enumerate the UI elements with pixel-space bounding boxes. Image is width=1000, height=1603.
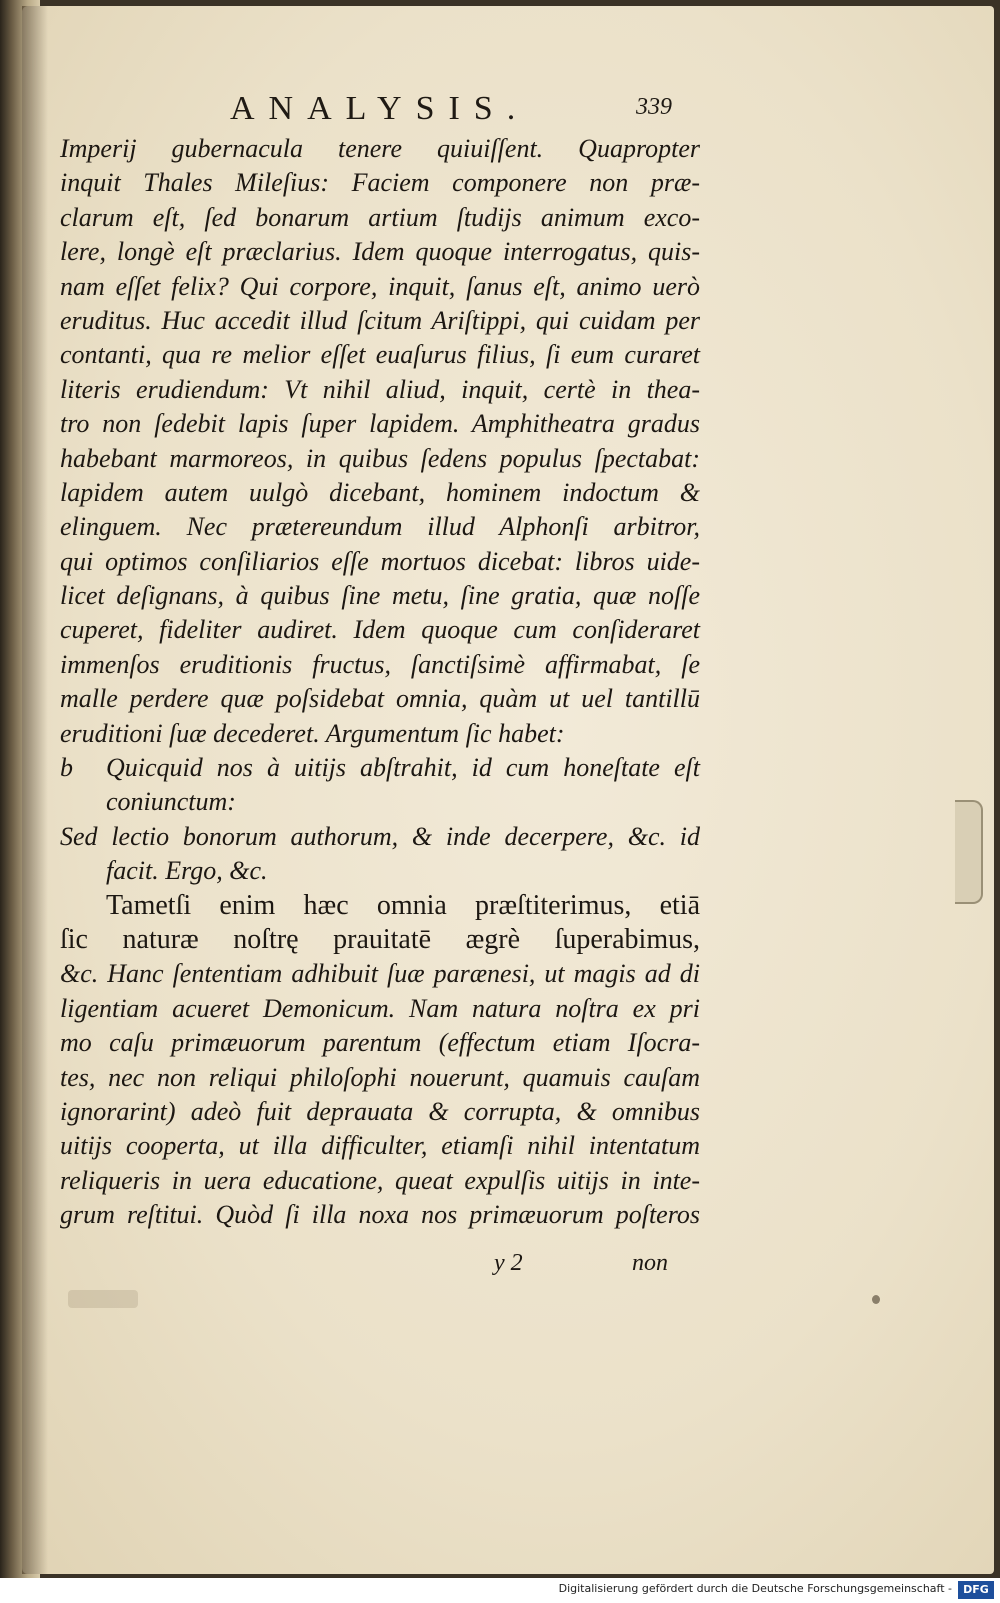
text-line-content: licet deſignans, à quibus ſine metu, ſine gratia, quæ noſſe [60,581,700,611]
page-number: 339 [636,94,672,120]
catchword: non [632,1250,668,1276]
dfg-logo: DFG [958,1581,994,1599]
text-line [60,132,700,166]
text-line-content: elinguem. Nec prætereundum illud Alphonſi arbitror, [60,512,700,542]
text-line [60,510,700,544]
text-line-content: Imperij gubernacula tenere quiuiſſent. Quapropter [60,134,700,163]
text-line-content: contanti, qua re melior eſſet euaſurus filius, ſi eum curaret [60,340,700,370]
text-line-content: coniunctum: [106,787,236,817]
text-line [60,923,700,957]
page-clip-mark [955,800,983,904]
text-line [60,166,700,200]
running-head-title: ANALYSIS. [230,90,530,127]
text-line-content: grum reſtitui. Quòd ſi illa noxa nos primæuorum poſteros [60,1200,700,1230]
text-line [60,304,700,338]
text-line [60,785,700,819]
text-line-content: tro non ſedebit lapis ſuper lapidem. Amphitheatra gradus [60,409,700,439]
text-line-content: habebant marmoreos, in quibus ſedens populus ſpectabat: [60,443,700,473]
text-line-content: malle perdere quæ poſsidebat omnia, quàm ut uel tantillū [60,684,700,714]
text-line [60,373,700,407]
text-line-content: Quicquid nos à uitijs abſtrahit, id cum honeſtate eſt [106,753,700,783]
text-line-content: inquit Thales Mileſius: Faciem componere non præ- [60,168,700,198]
text-line [60,235,700,269]
text-line [60,648,700,682]
text-line-content: ligentiam acueret Demonicum. Nam natura noſtra ex pri [60,993,700,1023]
text-line [60,751,700,785]
paper-speck [872,1295,880,1304]
text-line [60,717,700,751]
text-line [60,1164,700,1198]
digitization-footer [0,1578,1000,1603]
text-line [60,545,700,579]
signature-mark: y 2 [494,1250,523,1276]
text-line [60,992,700,1026]
text-line [60,1198,700,1232]
text-line-content: clarum eſt, ſed bonarum artium ſtudijs animum exco- [60,202,700,232]
text-line-content: ſic naturæ noſtrę prauitatē ægrè ſuperabimus, [60,923,700,955]
text-line [60,579,700,613]
text-line [60,442,700,476]
text-line-content: eruditus. Huc accedit illud ſcitum Ariſtippi, qui cuidam per [60,305,700,335]
text-line-content: literis erudiendum: Vt nihil aliud, inquit, certè in thea- [60,374,700,404]
text-line [60,1095,700,1129]
text-line-content: lere, longè eſt præclarius. Idem quoque interrogatus, quis- [60,237,700,267]
text-line-content: qui optimos conſiliarios eſſe mortuos dicebat: libros uide- [60,546,700,576]
text-line-content: mo caſu primæuorum parentum (effectum etiam Iſocra- [60,1028,700,1058]
page-footer-line [0,1250,1000,1286]
body-text [60,132,700,1233]
text-line [60,476,700,510]
ink-offset-mark [68,1290,138,1308]
text-line-content: reliqueris in uera educatione, queat expulſis uitijs in inte- [60,1165,700,1195]
text-line-content: Sed lectio bonorum authorum, & inde decerpere, &c. id [60,821,700,851]
text-line [60,957,700,991]
text-line-content: Tametſi enim hæc omnia præſtiterimus, etiā [106,889,700,921]
text-line-content: ignorarint) adeò fuit deprauata & corrupta, & omnibus [60,1096,700,1126]
text-line [60,889,700,923]
text-line-content: lapidem autem uulgò dicebant, hominem indoctum & [60,477,700,507]
text-line [60,682,700,716]
margin-letter: b [60,753,73,783]
text-line [60,820,700,854]
gutter-shadow [22,6,48,1574]
text-line [60,1026,700,1060]
text-line-content: facit. Ergo, &c. [106,856,268,886]
text-line [60,1061,700,1095]
text-line-content: eruditioni ſuæ decederet. Argumentum ſic habet: [60,718,565,748]
text-line-content: immenſos eruditionis fructus, ſanctiſsimè affirmabat, ſe [60,649,700,679]
footer-credit: Digitalisierung gefördert durch die Deutsche Forschungsgemeinschaft - [558,1582,952,1595]
text-line [60,854,700,888]
text-line-content: &c. Hanc ſententiam adhibuit ſuæ parænesi, ut magis ad di [60,959,700,989]
text-line-content: uitijs cooperta, ut illa difficulter, etiamſi nihil intentatum [60,1131,700,1161]
text-line [60,201,700,235]
text-line-content: tes, nec non reliqui philoſophi nouerunt, quamuis cauſam [60,1062,700,1092]
text-line-content: nam eſſet felix? Qui corpore, inquit, ſanus eſt, animo uerò [60,271,700,301]
text-line [60,338,700,372]
text-line [60,613,700,647]
running-head [0,88,1000,138]
text-line [60,407,700,441]
text-line [60,1129,700,1163]
text-line-content: cuperet, fideliter audiret. Idem quoque cum conſideraret [60,615,700,645]
text-line [60,270,700,304]
